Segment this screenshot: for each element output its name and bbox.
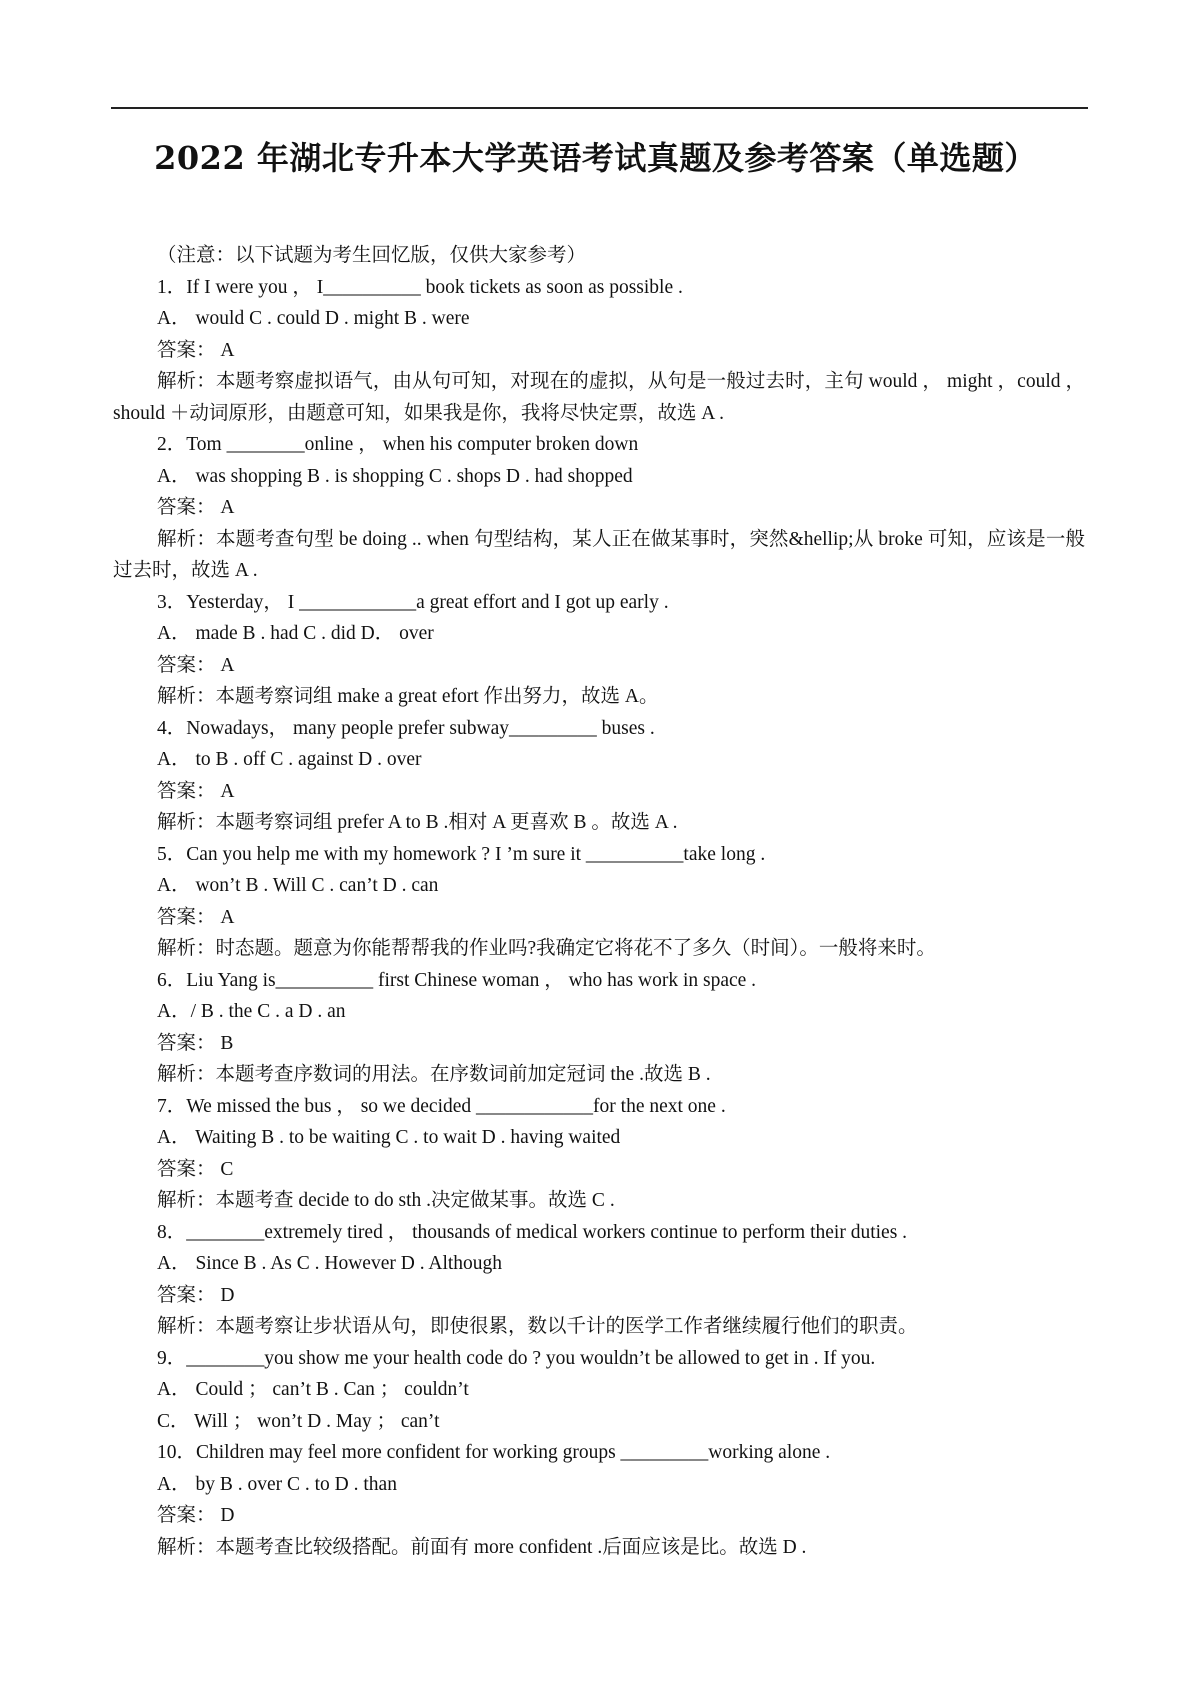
header-rule: [111, 107, 1088, 109]
analysis: 解析：本题考察让步状语从句，即使很累，数以千计的医学工作者继续履行他们的职责。: [157, 1316, 918, 1337]
answer: 答案： A: [157, 339, 235, 361]
analysis: 解析：本题考查句型 be doing .. when 句型结构，某人正在做某事时，突然&hellip;从 broke 可知，应该是一般过去时，故选 A .: [113, 528, 1085, 581]
question-stem: 1．If I were you ， I__________ book tickets as soon as possible .: [157, 276, 683, 298]
question-options: A． by B . over C . to D . than: [157, 1473, 397, 1495]
question-options: A． to B . off C . against D . over: [157, 749, 422, 770]
question-options: A．/ B . the C . a D . an: [157, 1001, 346, 1022]
document-body: [113, 240, 1085, 1563]
question-options: A． was shopping B . is shopping C . shops D . had shopped: [157, 465, 633, 487]
analysis: 解析：本题考查序数词的用法。在序数词前加定冠词 the .故选 B .: [157, 1064, 711, 1085]
question-stem: 10．Children may feel more confident for working groups _________working alone .: [157, 1442, 831, 1463]
analysis: 解析：本题考察词组 make a great efort 作出努力，故选 A。: [157, 686, 659, 707]
page-title: 2022 年湖北专升本大学英语考试真题及参考答案（单选题）: [154, 139, 1037, 177]
analysis: 解析：本题考察虚拟语气，由从句可知，对现在的虚拟，从句是一般过去时，主句 would ， might ，could ， should ＋动词原形，由题意可知，如果我是你，我将尽快定票，故选 A .: [113, 371, 1085, 424]
question-options: A． would C . could D . might B . were: [157, 308, 470, 329]
answer: 答案： C: [157, 1158, 234, 1180]
answer: 答案： A: [157, 497, 235, 518]
answer: 答案： D: [157, 1284, 235, 1306]
answer: 答案： A: [157, 780, 235, 802]
question-stem: 4．Nowadays， many people prefer subway_________ buses .: [157, 717, 655, 739]
analysis: 解析：本题考察词组 prefer A to B .相对 A 更喜欢 B 。故选 A .: [157, 812, 678, 833]
question-stem: 5．Can you help me with my homework ? I ’m sure it __________take long .: [157, 843, 766, 865]
question-options: A． made B . had C . did D． over: [157, 623, 434, 644]
question-stem: 3．Yesterday， I ____________a great effort and I got up early .: [157, 591, 669, 613]
question-stem: 8．________extremely tired ， thousands of medical workers continue to perform their duties .: [157, 1221, 908, 1243]
question-stem: 2．Tom ________online ， when his computer broken down: [157, 434, 639, 455]
answer: 答案： A: [157, 654, 235, 676]
note: （注意：以下试题为考生回忆版，仅供大家参考）: [157, 245, 587, 266]
question-stem: 7．We missed the bus ， so we decided ____________for the next one .: [157, 1095, 726, 1117]
question-options: A． Waiting B . to be waiting C . to wait D . having waited: [157, 1127, 621, 1148]
answer: 答案： D: [157, 1505, 235, 1526]
analysis: 解析：时态题。题意为你能帮帮我的作业吗?我确定它将花不了多久（时间）。一般将来时。: [157, 938, 936, 959]
answer: 答案： A: [157, 906, 235, 928]
question-options: A． Since B . As C . However D . Although: [157, 1253, 503, 1274]
analysis: 解析：本题考查比较级搭配。前面有 more confident .后面应该是比。故选 D .: [157, 1536, 807, 1558]
analysis: 解析：本题考查 decide to do sth .决定做某事。故选 C .: [157, 1190, 615, 1211]
question-options: C． Will ； won’t D . May ； can’t: [157, 1410, 440, 1432]
question-stem: 6．Liu Yang is__________ first Chinese woman ， who has work in space .: [157, 969, 757, 991]
question-options: A． won’t B . Will C . can’t D . can: [157, 875, 439, 896]
question-options: A． Could ； can’t B . Can ； couldn’t: [157, 1379, 469, 1400]
answer: 答案： B: [157, 1032, 234, 1054]
question-stem: 9．________you show me your health code do ? you wouldn’t be allowed to get in . If you.: [157, 1347, 876, 1369]
